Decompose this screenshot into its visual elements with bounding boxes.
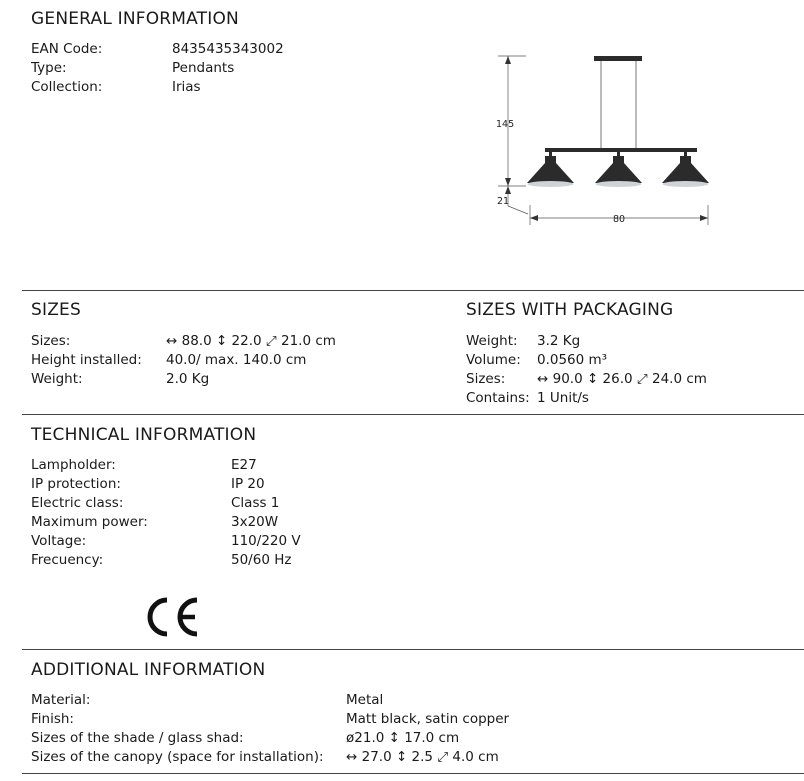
canopy-drawing bbox=[594, 56, 642, 61]
frequency-value: 50/60 Hz bbox=[231, 552, 292, 568]
general-title: GENERAL INFORMATION bbox=[31, 9, 239, 29]
voltage-value: 110/220 V bbox=[231, 533, 301, 549]
additional-title: ADDITIONAL INFORMATION bbox=[31, 660, 266, 680]
lampholder-label: Lampholder: bbox=[31, 457, 116, 473]
type-label: Type: bbox=[31, 60, 67, 76]
sizes-value: ↔ 88.0 ↕ 22.0 ⤢ 21.0 cm bbox=[166, 333, 336, 349]
packaging-weight-value: 3.2 Kg bbox=[537, 333, 581, 349]
bar-drawing bbox=[545, 148, 697, 152]
shade-dimension-label: 21 bbox=[497, 196, 510, 207]
packaging-sizes-value: ↔ 90.0 ↕ 26.0 ⤢ 24.0 cm bbox=[537, 371, 707, 387]
width-dimension-label: 80 bbox=[613, 214, 626, 225]
packaging-contains-value: 1 Unit/s bbox=[537, 390, 589, 406]
electric-class-label: Electric class: bbox=[31, 495, 124, 511]
shade-2-drawing bbox=[595, 152, 642, 187]
material-value: Metal bbox=[346, 692, 384, 708]
shade-sizes-value: ø21.0 ↕ 17.0 cm bbox=[346, 730, 460, 746]
electric-class-value: Class 1 bbox=[231, 495, 280, 511]
type-value: Pendants bbox=[172, 60, 235, 76]
voltage-label: Voltage: bbox=[31, 533, 87, 549]
sizes-title: SIZES bbox=[31, 300, 81, 320]
finish-label: Finish: bbox=[31, 711, 74, 727]
packaging-volume-value: 0.0560 m³ bbox=[537, 352, 608, 368]
shade-1-drawing bbox=[527, 152, 574, 187]
ean-label: EAN Code: bbox=[31, 41, 103, 57]
collection-value: Irias bbox=[172, 79, 201, 95]
shade-3-drawing bbox=[662, 152, 709, 187]
lampholder-value: E27 bbox=[231, 457, 257, 473]
finish-value: Matt black, satin copper bbox=[346, 711, 510, 727]
packaging-title: SIZES WITH PACKAGING bbox=[466, 300, 674, 320]
packaging-weight-label: Weight: bbox=[466, 333, 518, 349]
height-installed-label: Height installed: bbox=[31, 352, 142, 368]
technical-title: TECHNICAL INFORMATION bbox=[31, 425, 257, 445]
packaging-sizes-label: Sizes: bbox=[466, 371, 506, 387]
divider-2 bbox=[22, 414, 804, 415]
divider-3 bbox=[22, 649, 804, 650]
frequency-label: Frecuency: bbox=[31, 552, 104, 568]
divider-1 bbox=[22, 290, 804, 291]
ean-value: 8435435343002 bbox=[172, 41, 284, 57]
collection-label: Collection: bbox=[31, 79, 103, 95]
packaging-contains-label: Contains: bbox=[466, 390, 530, 406]
maximum-power-value: 3x20W bbox=[231, 514, 279, 530]
height-installed-value: 40.0/ max. 140.0 cm bbox=[166, 352, 307, 368]
divider-4 bbox=[22, 773, 804, 774]
ip-protection-value: IP 20 bbox=[231, 476, 265, 492]
material-label: Material: bbox=[31, 692, 91, 708]
canopy-sizes-value: ↔ 27.0 ↕ 2.5 ⤢ 4.0 cm bbox=[346, 749, 499, 765]
canopy-sizes-label: Sizes of the canopy (space for installation): bbox=[31, 749, 324, 765]
weight-label: Weight: bbox=[31, 371, 83, 387]
sizes-label: Sizes: bbox=[31, 333, 71, 349]
maximum-power-label: Maximum power: bbox=[31, 514, 148, 530]
shade-sizes-label: Sizes of the shade / glass shad: bbox=[31, 730, 244, 746]
ce-mark-icon bbox=[145, 595, 201, 639]
packaging-volume-label: Volume: bbox=[466, 352, 521, 368]
ip-protection-label: IP protection: bbox=[31, 476, 121, 492]
height-dimension-label: 145 bbox=[496, 119, 515, 130]
weight-value: 2.0 Kg bbox=[166, 371, 210, 387]
product-dimension-diagram bbox=[490, 48, 720, 233]
